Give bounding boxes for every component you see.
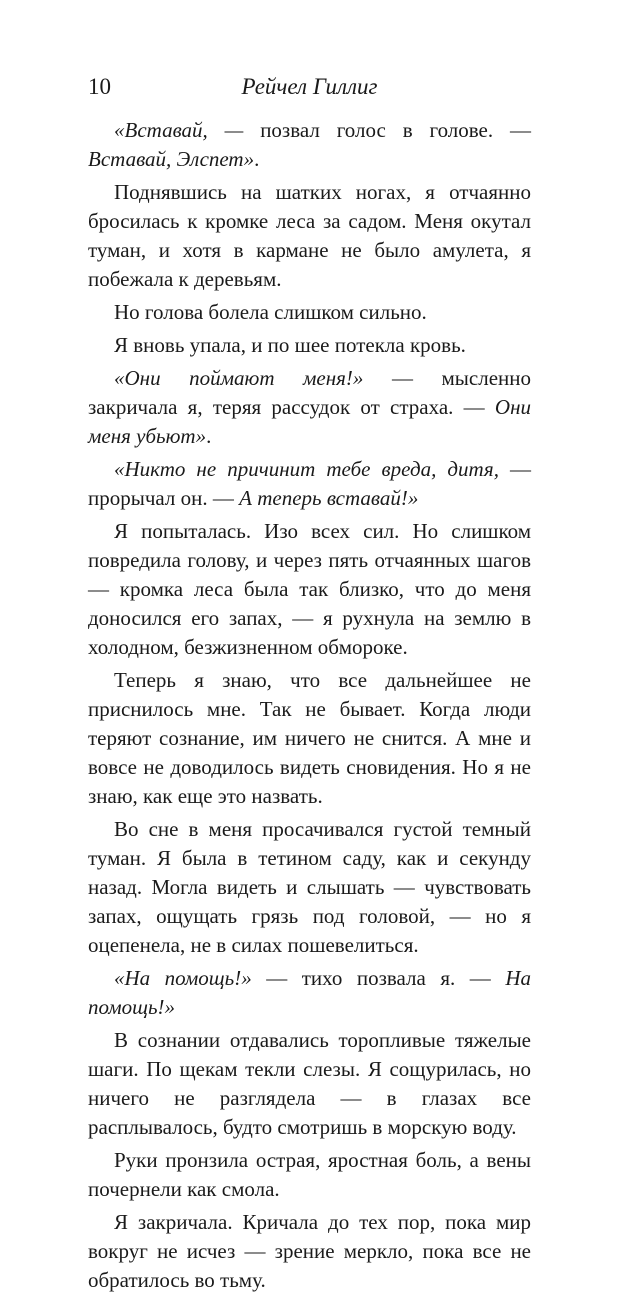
paragraph [88, 298, 531, 327]
text-run: — тихо позвала я. — [266, 966, 506, 990]
paragraph [88, 455, 531, 513]
paragraph [88, 178, 531, 294]
text-run: Я вновь упала, и по шее потекла кровь. [114, 333, 466, 357]
paragraph [88, 1026, 531, 1142]
italic-text: Вставай, Элспет» [88, 147, 255, 171]
italic-text: «Никто не причинит тебе вреда, дитя, [114, 457, 510, 481]
text-run: — прорычал он. — [88, 457, 531, 510]
text-run: . [254, 147, 260, 171]
body-text [88, 116, 531, 1299]
running-title: Рейчел Гиллиг [241, 74, 378, 99]
italic-text: «Они поймают меня!» [114, 366, 392, 390]
text-run: — мысленно закричала я, теряя рассудок от страха. — [88, 366, 531, 419]
paragraph [88, 815, 531, 960]
paragraph [88, 116, 531, 174]
paragraph [88, 666, 531, 811]
text-run: позвал голос в голове. — [260, 118, 531, 142]
italic-text: Они меня убьют» [88, 395, 531, 448]
text-run: Поднявшись на шатких ногах, я отчаянно бросилась к кромке леса за садом. Меня окутал туман, и хотя в кармане не было амулета, я побежала к деревьям. [88, 180, 531, 291]
italic-text: На помощь!» [88, 966, 531, 1019]
paragraph [88, 331, 531, 360]
paragraph [88, 517, 531, 662]
text-run: Теперь я знаю, что все дальнейшее не приснилось мне. Так не бывает. Когда люди теряют сознание, им ничего не снится. А мне и вовсе не доводилось видеть сновидения. Но я не знаю, как еще это назвать. [88, 668, 531, 808]
text-run: Я закричала. Кричала до тех пор, пока мир вокруг не исчез — зрение меркло, пока все не обратилось во тьму. [88, 1210, 531, 1292]
text-run: Во сне в меня просачивался густой темный туман. Я была в тетином саду, как и секунду назад. Могла видеть и слышать — чувствовать запах, ощущать грязь под головой, — но я оцепенела, не в силах пошевелиться. [88, 817, 531, 957]
page-header [88, 72, 531, 102]
text-run: Я попыталась. Изо всех сил. Но слишком повредила голову, и через пять отчаянных шагов — кромка леса была так близко, что до меня доносился его запах, — я рухнула на землю в холодном, безжизненном обмороке. [88, 519, 531, 659]
italic-text: А теперь вставай!» [239, 486, 419, 510]
paragraph [88, 964, 531, 1022]
paragraph [88, 1208, 531, 1295]
paragraph [88, 364, 531, 451]
italic-text: «Вставай, — [114, 118, 261, 142]
text-run: Руки пронзила острая, яростная боль, а вены почернели как смола. [88, 1148, 531, 1201]
paragraph [88, 1146, 531, 1204]
italic-text: «На помощь!» [114, 966, 267, 990]
text-run: . [206, 424, 212, 448]
text-run: В сознании отдавались торопливые тяжелые шаги. По щекам текли слезы. Я сощурилась, но ничего не разглядела — в глазах все расплывалось, будто смотришь в морскую воду. [88, 1028, 531, 1139]
text-run: Но голова болела слишком сильно. [114, 300, 427, 324]
page-number: 10 [88, 74, 111, 99]
